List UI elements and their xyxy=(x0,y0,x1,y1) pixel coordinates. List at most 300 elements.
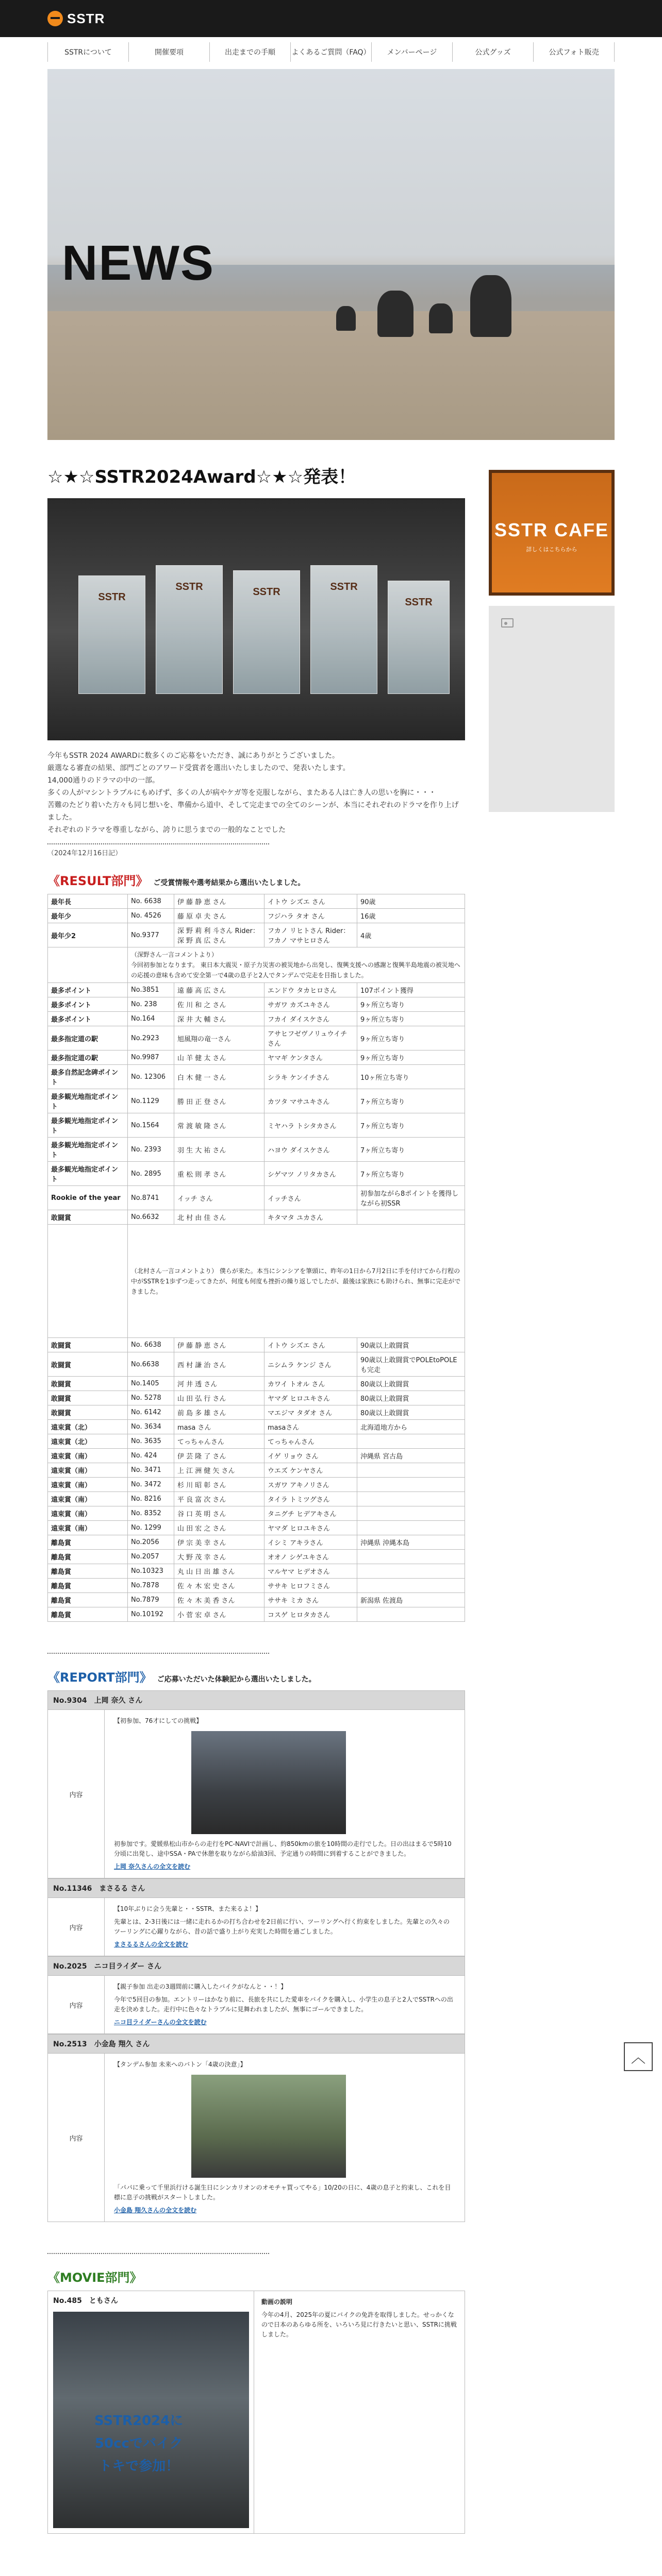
trophy: SSTR xyxy=(78,575,145,694)
row-name: イッチ さん xyxy=(174,1186,264,1210)
row-note xyxy=(357,1521,465,1535)
result-subtitle: ご受賞情報や選考結果から選出いたしました。 xyxy=(153,879,305,887)
row-note: 7ヶ所立ち寄り xyxy=(357,1113,465,1138)
row-name: 旭風翔の竜一さん xyxy=(174,1026,264,1050)
result-section-title xyxy=(47,871,465,889)
row-name: 小 菅 宏 卓 さん xyxy=(174,1607,264,1622)
site-logo[interactable] xyxy=(47,10,105,27)
comment-row xyxy=(48,1225,465,1338)
intro-line: 厳選なる審査の結果、部門ごとのアワード受賞者を選出いたしましたので、発表いたします。 xyxy=(47,764,350,772)
table-row xyxy=(48,1564,465,1579)
report-intro: 【初参加、76才にしての挑戦】 xyxy=(114,1717,203,1724)
nav-item-faq[interactable]: よくあるご質問（FAQ） xyxy=(291,42,372,62)
table-row xyxy=(48,1579,465,1593)
row-number: No.9377 xyxy=(128,923,174,947)
report-entry xyxy=(47,1690,465,1878)
row-note xyxy=(357,1478,465,1492)
award-heading: ☆★☆SSTR2024Award☆★☆発表！ xyxy=(47,467,356,487)
table-row xyxy=(48,1405,465,1420)
row-note: 90歳以上敢闘賞でPOLEtoPOLEも完走 xyxy=(357,1352,465,1377)
row-name: 谷 口 英 明 さん xyxy=(174,1506,264,1521)
read-more-link[interactable]: ニコ目ライダーさんの全文を読む xyxy=(114,2019,207,2026)
movie-desc-text: 今年の4月、2025年の夏にバイクの免許を取得しました。せっかくなので日本のあらゆる所を、いろいろ見に行きたいと思い、SSTRに挑戦しました。 xyxy=(261,2311,457,2338)
row-kana: シラキ ケンイチさん xyxy=(264,1065,357,1089)
row-category: 敢闘賞 xyxy=(48,1377,128,1391)
row-note: 90歳以上敢闘賞 xyxy=(357,1338,465,1352)
report-content-label: 内容 xyxy=(48,2054,105,2222)
row-category: Rookie of the year xyxy=(48,1186,128,1210)
row-category: 最多観光地指定ポイント xyxy=(48,1113,128,1138)
report-intro: 【親子参加 出走の3週間前に購入したバイクがなんと・・！】 xyxy=(114,1983,287,1990)
row-number: No. 3634 xyxy=(128,1420,174,1434)
row-category: 遠束賞（南） xyxy=(48,1463,128,1478)
row-kana: コスゲ ヒロタカさん xyxy=(264,1607,357,1622)
table-row xyxy=(48,1089,465,1113)
row-name: 佐 川 和 之 さん xyxy=(174,997,264,1012)
report-entry-head: No.11346 まさるる さん xyxy=(48,1879,465,1898)
report-text: 「パパに乗って千里浜行ける誕生日にシンカリオンのオモチャ買ってやる」10/20の日に、4歳の息子と約束し、これを目標に息子の挑戦がスタートしました。 xyxy=(114,2184,451,2201)
row-category: 敢闘賞 xyxy=(48,1391,128,1405)
report-entry-head: No.2025 ニコ目ライダー さん xyxy=(48,1957,465,1976)
movie-thumb-line: トキで参加！ xyxy=(98,2459,179,2474)
row-number: No.10192 xyxy=(128,1607,174,1622)
row-category: 最多観光地指定ポイント xyxy=(48,1089,128,1113)
row-note: 80歳以上敢闘賞 xyxy=(357,1377,465,1391)
row-kana: イトウ シズエ さん xyxy=(264,1338,357,1352)
row-category: 最多指定道の駅 xyxy=(48,1026,128,1050)
row-kana: masaさん xyxy=(264,1420,357,1434)
movie-description xyxy=(254,2291,465,2533)
comment-blank xyxy=(48,947,128,983)
row-kana: フカイ ダイスケさん xyxy=(264,1012,357,1026)
divider xyxy=(47,2253,269,2254)
row-number: No.2923 xyxy=(128,1026,174,1050)
row-number: No. 8352 xyxy=(128,1506,174,1521)
report-title: 《REPORT部門》 xyxy=(47,1670,152,1685)
table-row xyxy=(48,1352,465,1377)
row-category: 遠束賞（北） xyxy=(48,1434,128,1449)
row-note: 沖縄県 沖縄本島 xyxy=(357,1535,465,1550)
row-number: No.1405 xyxy=(128,1377,174,1391)
row-note: 9ヶ所立ち寄り xyxy=(357,1012,465,1026)
row-kana: スガワ アキノリさん xyxy=(264,1478,357,1492)
row-category: 遠束賞（南） xyxy=(48,1521,128,1535)
row-kana: ササキ ミカ さん xyxy=(264,1593,357,1607)
row-note: 80歳以上敢闘賞 xyxy=(357,1391,465,1405)
row-category: 最多ポイント xyxy=(48,983,128,997)
comment-cell: （北村さん一言コメントより） 僕らが来た。本当にシンシアを筆頭に、昨年の1日から7月2日に手を付けてから行程の中がSSTRを1歩ずつ走ってきたが、何度も何度も挫折の繰り返しでしたが、最後は家族にも助けられ、無事に完走ができました。 xyxy=(128,1225,465,1338)
comment-label: （深野さん一言コメントより） xyxy=(131,951,218,958)
award-intro xyxy=(47,750,465,836)
report-text: 初参加です。愛媛県松山市からの走行をPC-NAVIで計画し、約850kmの旅を10時間の走行でした。日の出はまるで5時10分頃に出発し、途中SSA・PAで休憩を取りながら給油3回、予定通りの時間に到着することができました。 xyxy=(114,1840,452,1857)
row-kana: ニシムラ ケンジ さん xyxy=(264,1352,357,1377)
row-category: 離島賞 xyxy=(48,1593,128,1607)
movie-entry-head: No.485 ともさん xyxy=(53,2297,118,2305)
row-category: 最多指定道の駅 xyxy=(48,1050,128,1065)
rider-silhouette xyxy=(429,303,453,333)
row-name: 藤 原 卓 夫 さん xyxy=(174,909,264,923)
table-row xyxy=(48,1478,465,1492)
row-category: 離島賞 xyxy=(48,1535,128,1550)
row-name: 丸 山 日 出 雄 さん xyxy=(174,1564,264,1579)
post-date: （2024年12月16日記） xyxy=(47,850,122,857)
row-category: 遠束賞（南） xyxy=(48,1506,128,1521)
movie-title: 《MOVIE部門》 xyxy=(47,2270,142,2285)
row-number: No. 8216 xyxy=(128,1492,174,1506)
report-entry xyxy=(47,1956,465,2034)
movie-thumbnail[interactable] xyxy=(53,2312,249,2528)
table-row xyxy=(48,1420,465,1434)
comment-cell xyxy=(128,947,465,983)
row-kana: ヤマダ ヒロユキさん xyxy=(264,1521,357,1535)
image-icon xyxy=(501,618,514,628)
row-category: 離島賞 xyxy=(48,1607,128,1622)
row-note xyxy=(357,1463,465,1478)
intro-line: 多くの人がマシントラブルにもめげず、多くの人が病やケガ等を克服しながら、またある人は亡き人の思いを胸に・・・ xyxy=(47,789,436,797)
row-kana: イゲ リョウ さん xyxy=(264,1449,357,1463)
movie-desc-title: 動画の説明 xyxy=(261,2298,293,2306)
row-number: No.1129 xyxy=(128,1089,174,1113)
report-subtitle: ご応募いただいた体験記から選出いたしました。 xyxy=(157,1675,316,1684)
movie-left xyxy=(48,2291,254,2533)
report-entry-head: No.9304 上岡 奈久 さん xyxy=(48,1691,465,1710)
row-note: 7ヶ所立ち寄り xyxy=(357,1162,465,1186)
row-note xyxy=(357,1579,465,1593)
row-name: 重 松 則 孝 さん xyxy=(174,1162,264,1186)
row-note: 沖縄県 宮古島 xyxy=(357,1449,465,1463)
result-table xyxy=(47,894,465,1622)
row-number: No.2056 xyxy=(128,1535,174,1550)
row-number: No. 238 xyxy=(128,997,174,1012)
row-note: 90歳 xyxy=(357,894,465,909)
table-row xyxy=(48,1026,465,1050)
divider xyxy=(47,1653,269,1654)
report-entry-body xyxy=(48,1710,465,1878)
row-note: 9ヶ所立ち寄り xyxy=(357,1050,465,1065)
comment-row xyxy=(48,947,465,983)
row-kana: エンドウ タカヒロさん xyxy=(264,983,357,997)
row-note: 16歳 xyxy=(357,909,465,923)
site-header xyxy=(0,0,662,37)
row-name: 佐 々 木 宏 史 さん xyxy=(174,1579,264,1593)
row-number: No.9987 xyxy=(128,1050,174,1065)
row-number: No.1564 xyxy=(128,1113,174,1138)
report-text: 先輩とは、2-3日後には一緒に走れるかの打ち合わせを2日前に行い、ツーリングへ行く約束をしました。先輩との久々のツーリングに心躍りながら、昔の話で盛り上がり充実した時間を過ごしました。 xyxy=(114,1918,450,1935)
row-note: 7ヶ所立ち寄り xyxy=(357,1138,465,1162)
trophy-photo xyxy=(47,498,465,740)
row-name: 常 渡 敏 隆 さん xyxy=(174,1113,264,1138)
row-note xyxy=(357,1492,465,1506)
row-number: No. 3471 xyxy=(128,1463,174,1478)
row-category: 離島賞 xyxy=(48,1550,128,1564)
report-content xyxy=(105,2054,465,2222)
table-row xyxy=(48,1012,465,1026)
row-note xyxy=(357,1434,465,1449)
table-row xyxy=(48,1449,465,1463)
nav-item-rules[interactable]: 開催要項 xyxy=(129,42,210,62)
row-note: 7ヶ所立ち寄り xyxy=(357,1089,465,1113)
movie-thumb-line: SSTR2024に xyxy=(94,2413,184,2429)
report-content-label: 内容 xyxy=(48,1976,105,2033)
row-note: 9ヶ所立ち寄り xyxy=(357,997,465,1012)
nav-item-about[interactable]: SSTRについて xyxy=(48,42,129,62)
nav-item-steps[interactable]: 出走までの手順 xyxy=(210,42,291,62)
row-note xyxy=(357,1506,465,1521)
row-category: 敢闘賞 xyxy=(48,1352,128,1377)
table-row xyxy=(48,1535,465,1550)
row-category: 敢闘賞 xyxy=(48,1405,128,1420)
trophy: SSTR xyxy=(310,565,377,694)
logo-text: SSTR xyxy=(67,10,105,26)
report-content xyxy=(105,1710,465,1878)
table-row xyxy=(48,983,465,997)
report-intro: 【10年ぶりに会う先輩と・・SSTR、また来るよ！】 xyxy=(114,1905,262,1912)
report-entry xyxy=(47,2034,465,2222)
report-entry-body xyxy=(48,1898,465,1956)
row-name: 勝 田 正 登 さん xyxy=(174,1089,264,1113)
row-name: 西 村 謙 治 さん xyxy=(174,1352,264,1377)
row-category: 離島賞 xyxy=(48,1579,128,1593)
row-kana: タイラ トミツグさん xyxy=(264,1492,357,1506)
row-kana: マエジマ タダオ さん xyxy=(264,1405,357,1420)
table-row xyxy=(48,1186,465,1210)
row-kana: フカノ リヒトさん Rider：フカノ マサヒロさん xyxy=(264,923,357,947)
rider-silhouette xyxy=(470,275,511,337)
intro-line: 今年もSSTR 2024 AWARDに数多くのご応募をいただき、誠にありがとうございました。 xyxy=(47,752,339,760)
table-row xyxy=(48,1492,465,1506)
row-number: No. 3472 xyxy=(128,1478,174,1492)
row-name: 北 村 由 佳 さん xyxy=(174,1210,264,1225)
main-content xyxy=(47,453,465,2534)
row-number: No. 3635 xyxy=(128,1434,174,1449)
intro-line: 14,000通りのドラマの中の一部。 xyxy=(47,776,159,785)
row-number: No. 12306 xyxy=(128,1065,174,1089)
row-category: 遠束賞（南） xyxy=(48,1492,128,1506)
row-name: 大 野 茂 幸 さん xyxy=(174,1550,264,1564)
row-note: 新潟県 佐渡島 xyxy=(357,1593,465,1607)
back-to-top-button[interactable]: ︿ xyxy=(624,2042,653,2071)
table-row xyxy=(48,923,465,947)
report-text: 今年で5回目の参加。エントリーはかなり前に、長旅を共にした愛車をバイクを購入し、小学生の息子と2人でSSTRへの出走を決めました。走行中に色々なトラブルに見舞われましたが、無事にゴールできました。 xyxy=(114,1996,453,2013)
row-number: No. 2393 xyxy=(128,1138,174,1162)
row-name: てっちゃんさん xyxy=(174,1434,264,1449)
row-name: 山 田 宏 之 さん xyxy=(174,1521,264,1535)
row-name: 前 島 多 雄 さん xyxy=(174,1405,264,1420)
row-number: No. 6638 xyxy=(128,1338,174,1352)
row-name: 白 木 健 一 さん xyxy=(174,1065,264,1089)
sidebar-ad-title: SSTR CAFE xyxy=(494,519,609,540)
row-note xyxy=(357,1564,465,1579)
row-category: 最年少2 xyxy=(48,923,128,947)
nav-item-goods[interactable]: 公式グッズ xyxy=(453,42,534,62)
row-number: No.8741 xyxy=(128,1186,174,1210)
row-name: 伊 藤 静 恵 さん xyxy=(174,894,264,909)
intro-line: 苦難のたどり着いた方々も同じ想いを、準備から道中、そして完走までの全てのシーンが、本当にそれぞれのドラマを作り上げました。 xyxy=(47,801,459,822)
row-number: No. 6638 xyxy=(128,894,174,909)
row-kana: てっちゃんさん xyxy=(264,1434,357,1449)
table-row xyxy=(48,1377,465,1391)
row-name: 遠 藤 高 広 さん xyxy=(174,983,264,997)
sun-logo-icon xyxy=(47,11,63,26)
row-kana: フジハラ タオ さん xyxy=(264,909,357,923)
row-number: No.6638 xyxy=(128,1352,174,1377)
row-category: 最多ポイント xyxy=(48,1012,128,1026)
row-name: 伊 宗 美 幸 さん xyxy=(174,1535,264,1550)
report-entry-body xyxy=(48,1976,465,2033)
table-row xyxy=(48,909,465,923)
trophy: SSTR xyxy=(156,565,223,694)
row-kana: オオノ シゲユキさん xyxy=(264,1550,357,1564)
row-name: 河 井 透 さん xyxy=(174,1377,264,1391)
table-row xyxy=(48,1391,465,1405)
row-kana: キタマタ ユカさん xyxy=(264,1210,357,1225)
row-kana: イッチさん xyxy=(264,1186,357,1210)
sidebar-ad-sub: 詳しくはこちらから xyxy=(526,546,577,553)
row-name: masa さん xyxy=(174,1420,264,1434)
row-kana: ミヤハラ トシタカさん xyxy=(264,1113,357,1138)
table-row xyxy=(48,1113,465,1138)
row-name: 上 江 洲 健 矢 さん xyxy=(174,1463,264,1478)
table-row xyxy=(48,1338,465,1352)
table-row xyxy=(48,1506,465,1521)
row-name: 伊 芸 隆 了 さん xyxy=(174,1449,264,1463)
row-kana: マルヤマ ヒデオさん xyxy=(264,1564,357,1579)
report-photo xyxy=(191,2075,346,2178)
table-row xyxy=(48,894,465,909)
row-category: 遠束賞（南） xyxy=(48,1478,128,1492)
row-number: No. 424 xyxy=(128,1449,174,1463)
row-kana: ウエズ ケンヤさん xyxy=(264,1463,357,1478)
nav-item-members[interactable]: メンバーページ xyxy=(372,42,453,62)
sidebar-image-placeholder xyxy=(489,606,615,812)
row-number: No.164 xyxy=(128,1012,174,1026)
table-row xyxy=(48,997,465,1012)
row-name: 深 野 莉 利 斗さん Rider：深 野 真 広 さん xyxy=(174,923,264,947)
intro-line: それぞれのドラマを尊重しながら、誇りに思うまでの一般的なことでした xyxy=(47,826,286,834)
trophy: SSTR xyxy=(233,570,300,694)
row-number: No.10323 xyxy=(128,1564,174,1579)
report-content xyxy=(105,1898,465,1956)
row-category: 遠束賞（北） xyxy=(48,1420,128,1434)
row-note: 80歳以上敢闘賞 xyxy=(357,1405,465,1420)
row-number: No.7878 xyxy=(128,1579,174,1593)
report-entry xyxy=(47,1878,465,1956)
row-name: 羽 生 大 祐 さん xyxy=(174,1138,264,1162)
row-name: 佐 々 木 美 香 さん xyxy=(174,1593,264,1607)
row-kana: タニグチ ヒデアキさん xyxy=(264,1506,357,1521)
row-note: 107ポイント獲得 xyxy=(357,983,465,997)
table-row xyxy=(48,1463,465,1478)
row-note xyxy=(357,1550,465,1564)
nav-item-photos[interactable]: 公式フォト販売 xyxy=(534,42,615,62)
row-kana: イシミ アキラさん xyxy=(264,1535,357,1550)
report-entry-body xyxy=(48,2054,465,2222)
movie-thumb-line: 50ccでバイク xyxy=(94,2436,183,2451)
report-section-title xyxy=(47,1667,465,1685)
result-title: 《RESULT部門》 xyxy=(47,874,148,888)
row-number: No. 1299 xyxy=(128,1521,174,1535)
table-row xyxy=(48,1065,465,1089)
row-category: 敢闘賞 xyxy=(48,1338,128,1352)
row-name: 山 羊 健 太 さん xyxy=(174,1050,264,1065)
row-number: No.2057 xyxy=(128,1550,174,1564)
row-kana: カツタ マサユキさん xyxy=(264,1089,357,1113)
read-more-link[interactable]: まさるるさんの全文を読む xyxy=(114,1941,189,1948)
row-category: 敢闘賞 xyxy=(48,1210,128,1225)
rider-silhouette xyxy=(336,306,356,331)
read-more-link[interactable]: 上岡 奈久さんの全文を読む xyxy=(114,1863,191,1870)
table-row xyxy=(48,1138,465,1162)
sstr-cafe-banner[interactable] xyxy=(489,470,615,596)
row-kana: イトウ シズエ さん xyxy=(264,894,357,909)
table-row xyxy=(48,1607,465,1622)
row-number: No. 6142 xyxy=(128,1405,174,1420)
row-note: 4歳 xyxy=(357,923,465,947)
row-category: 最年長 xyxy=(48,894,128,909)
row-category: 最多観光地指定ポイント xyxy=(48,1162,128,1186)
table-row xyxy=(48,1434,465,1449)
table-row xyxy=(48,1521,465,1535)
report-content xyxy=(105,1976,465,2033)
row-kana: ササキ ヒロフミさん xyxy=(264,1579,357,1593)
table-row xyxy=(48,1550,465,1564)
read-more-link[interactable]: 小金島 翔久さんの全文を読む xyxy=(114,2207,197,2214)
rider-silhouette xyxy=(377,291,413,337)
row-number: No.3851 xyxy=(128,983,174,997)
row-category: 最多自然記念碑ポイント xyxy=(48,1065,128,1089)
hero-title: NEWS xyxy=(62,235,214,291)
row-name: 伊 藤 静 恵 さん xyxy=(174,1338,264,1352)
movie-entry xyxy=(47,2291,465,2534)
report-photo xyxy=(191,1731,346,1834)
row-note: 10ヶ所立ち寄り xyxy=(357,1065,465,1089)
table-row xyxy=(48,1210,465,1225)
global-nav xyxy=(47,42,615,62)
row-number: No.6632 xyxy=(128,1210,174,1225)
row-note xyxy=(357,1210,465,1225)
hero-banner xyxy=(47,69,615,440)
row-category: 最多観光地指定ポイント xyxy=(48,1138,128,1162)
row-name: 深 井 大 輔 さん xyxy=(174,1012,264,1026)
row-category: 離島賞 xyxy=(48,1564,128,1579)
row-number: No. 2895 xyxy=(128,1162,174,1186)
report-content-label: 内容 xyxy=(48,1898,105,1956)
comment-text: 今回初参加となります。 東日本大震災・原子力災害の被災地から出発し、復興支援への感謝と復興半島地震の被災地への応援の意味も含めて安全第一で4歳の息子と2人でタンデムで完走を目指しました。 xyxy=(131,961,460,979)
report-entry-head: No.2513 小金島 翔久 さん xyxy=(48,2035,465,2054)
row-kana: アサヒフゼヴノリュウイチさん xyxy=(264,1026,357,1050)
row-name: 杉 川 昭 彰 さん xyxy=(174,1478,264,1492)
row-category: 最多ポイント xyxy=(48,997,128,1012)
report-list xyxy=(47,1690,465,2222)
row-note xyxy=(357,1607,465,1622)
row-kana: ヤマギ ケンタさん xyxy=(264,1050,357,1065)
row-name: 山 田 弘 行 さん xyxy=(174,1391,264,1405)
report-intro: 【タンデム参加 未来へのバトン「4歳の決意」】 xyxy=(114,2061,246,2068)
row-note: 北海道地方から xyxy=(357,1420,465,1434)
row-kana: ハヨウ ダイスケさん xyxy=(264,1138,357,1162)
trophy: SSTR xyxy=(388,581,450,694)
row-note: 9ヶ所立ち寄り xyxy=(357,1026,465,1050)
divider xyxy=(47,843,269,844)
table-row xyxy=(48,1050,465,1065)
table-row xyxy=(48,1593,465,1607)
report-content-label: 内容 xyxy=(48,1710,105,1878)
row-category: 最年少 xyxy=(48,909,128,923)
row-number: No. 5278 xyxy=(128,1391,174,1405)
row-category: 遠束賞（南） xyxy=(48,1449,128,1463)
row-kana: カワイ トオル さん xyxy=(264,1377,357,1391)
comment-blank xyxy=(48,1225,128,1338)
